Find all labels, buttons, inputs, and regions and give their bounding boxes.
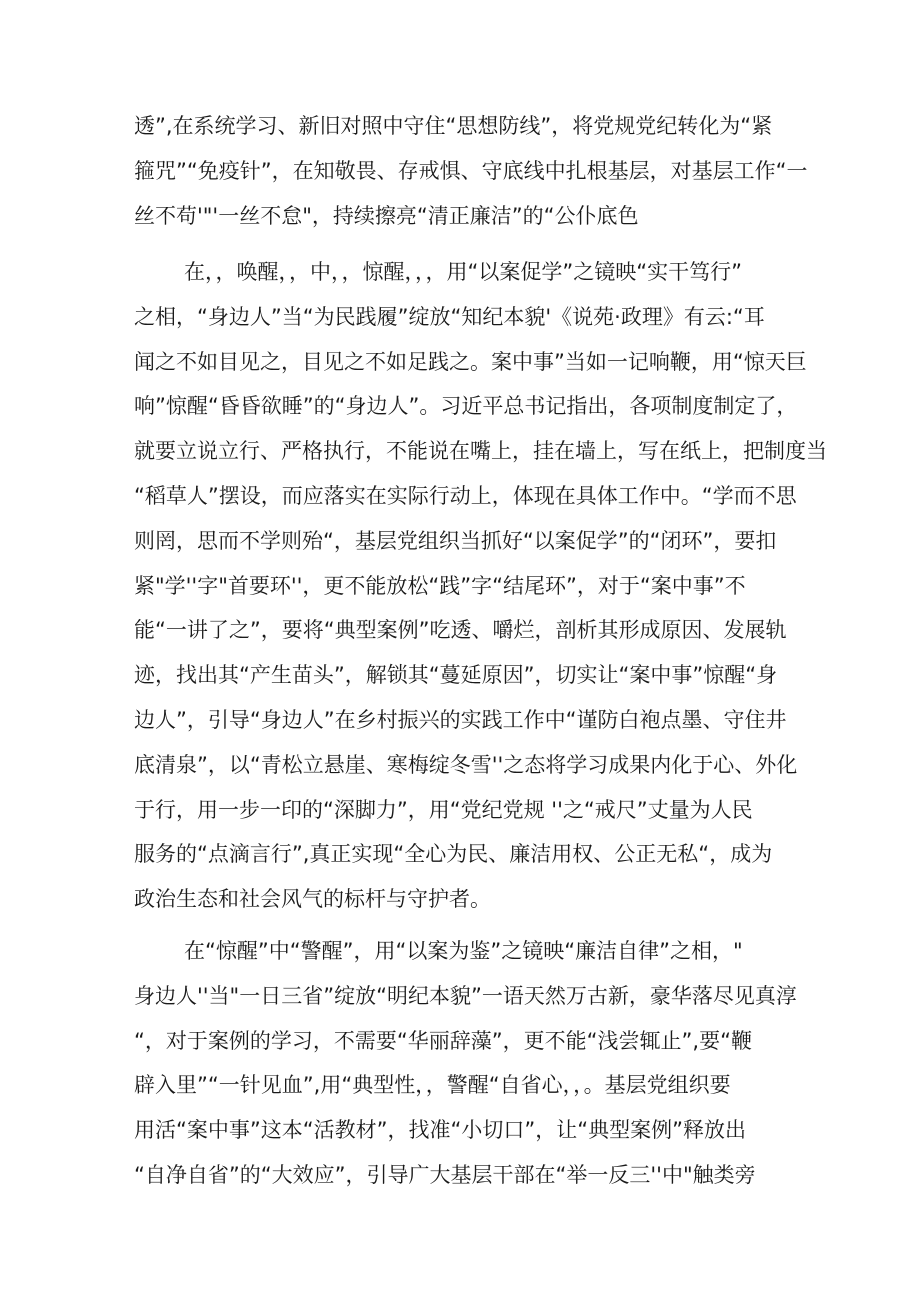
paragraph-line: 之相，“身边人”当“为民践履”绽放“知纪本貌'《说苑·政理》有云:“耳	[134, 304, 765, 329]
paragraph-line-text: 在“惊醒”中“警醒”，用“以案为鉴”之镜映“廉洁自律”之相，"	[184, 939, 743, 963]
paragraph-line: 底清泉”，以“青松立悬崖、寒梅绽冬雪''之态将学习成果内化于心、外化	[134, 752, 798, 777]
paragraph-line: 透”,在系统学习、新旧对照中守住“思想防线”，将党规党纪转化为“紧	[134, 114, 773, 138]
paragraph-1	[134, 104, 808, 238]
paragraph-line-text: 在，，唤醒，，中，，惊醒，，，用“以案促学”之镜映“实干笃行”	[184, 260, 743, 284]
paragraph-line: 于行，用一步一印的“深脚力”，用“党纪党规 ''之“戒尺”丈量为人民	[134, 797, 753, 822]
paragraph-line: “自净自省”的“大效应”，引导广大基层干部在“举一反三''中"触类旁	[134, 1162, 756, 1187]
paragraph-line	[134, 250, 794, 295]
paragraph-3	[134, 929, 797, 1198]
paragraph-line: 闻之不如目见之，目见之不如足践之。案中事”当如一记响鞭，用“惊天巨	[134, 349, 807, 374]
paragraph-2	[134, 250, 827, 922]
paragraph-line: “，对于案例的学习，不需要“华丽辞藻”，更不能“浅尝辄止”,要“鞭	[134, 1028, 752, 1053]
paragraph-line: 丝不苟'"'一丝不怠"，持续擦亮“清正廉洁”的“公仆底色	[134, 203, 639, 228]
paragraph-line: 迹，找出其“产生苗头”，解锁其“蔓延原因”，切实让“案中事”惊醒“身	[134, 663, 778, 688]
paragraph-line: 能“一讲了之”，要将“典型案例”吃透、嚼烂，剖析其形成原因、发展轨	[134, 618, 787, 643]
paragraph-line: 紧"学''字"首要环''，更不能放松“践”字“结尾环”，对于“案中事”不	[134, 573, 746, 598]
paragraph-line: “稻草人”摆设，而应落实在实际行动上，体现在具体工作中。“学而不思	[134, 483, 797, 508]
paragraph-line: 边人”，引导“身边人”在乡村振兴的实践工作中“谨防白袍点墨、守住井	[134, 707, 787, 732]
paragraph-line: 身边人''当"一日三省”绽放“明纪本貌”一语天然万古新，豪华落尽见真淳	[134, 983, 797, 1008]
paragraph-line: 服务的“点滴言行”,真正实现“全心为民、廉洁用权、公正无私“，成为	[134, 842, 773, 867]
paragraph-line: 辟入里”“一针见血”,用“典型性，，警醒“自省心，，。基层党组织要	[134, 1073, 731, 1098]
paragraph-line: 用活“案中事”这本“活教材”，找准“小切口”，让“典型案例”释放出	[134, 1118, 747, 1143]
paragraph-line: 则罔，思而不学则殆“，基层党组织当抓好“以案促学”的“闭环”，要扣	[134, 528, 777, 553]
paragraph-line: 箍咒”“免疫针”，在知敬畏、存戒惧、守底线中扎根基层，对基层工作“一	[134, 158, 808, 183]
paragraph-line: 政治生态和社会风气的标杆与守护者。	[134, 887, 491, 912]
paragraph-line	[134, 929, 794, 974]
paragraph-line: 就要立说立行、严格执行，不能说在嘴上，挂在墙上，写在纸上，把制度当	[134, 439, 827, 464]
paragraph-line: 响”惊醒“昏昏欲睡”的“身边人”。习近平总书记指出，各项制度制定了，	[134, 394, 798, 419]
